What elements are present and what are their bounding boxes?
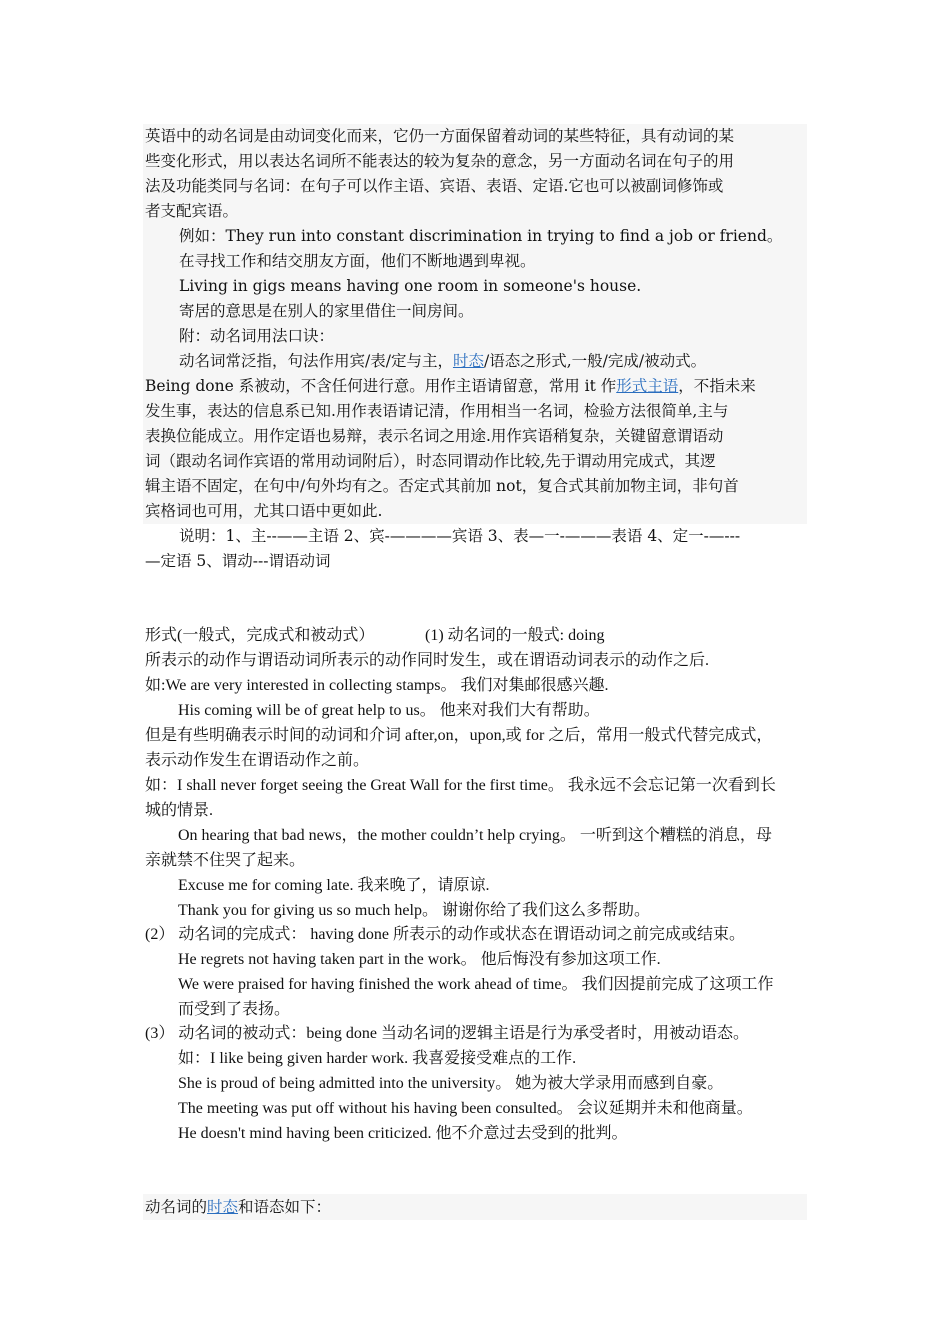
rhyme-line: 辑主语不固定，在句中/句外均有之。否定式其前加 not，复合式其前加物主词，非句首 — [145, 477, 739, 495]
forms-line: Excuse me for coming late. 我来晚了，请原谅. — [178, 877, 490, 894]
rhyme-text: Being done 系被动，不含任何进行意。用作主语请留意，常用 it 作 — [145, 377, 617, 395]
tense-text: 动名词的 — [145, 1198, 208, 1216]
forms-line: Thank you for giving us so much help。 谢谢你给了我们这么多帮助。 — [178, 902, 650, 919]
tense-link[interactable]: 时态 — [452, 352, 484, 370]
intro-line: 些变化形式，用以表达名词所不能表达的较为复杂的意念，另一方面动名词在句子的用 — [145, 152, 735, 170]
forms-line: On hearing that bad news，the mother couldn’t help crying。 一听到这个糟糕的消息，母 — [178, 827, 772, 844]
forms-line: The meeting was put off without his having been consulted。 会议延期并未和他商量。 — [178, 1100, 753, 1117]
example-translation: 在寻找工作和结交朋友方面，他们不断地遇到卑视。 — [179, 252, 536, 270]
forms-heading: 形式(一般式，完成式和被动式） — [145, 627, 375, 644]
rhyme-line: 词（跟动名词作宾语的常用动词附后），时态同谓动作比较,先于谓动用完成式，其逻 — [145, 452, 716, 470]
passive-form-heading: (3） 动名词的被动式：being done 当动名词的逻辑主语是行为承受者时，用被动语态。 — [145, 1025, 749, 1042]
rhyme-line — [179, 349, 706, 374]
example-sentence: 例如：They run into constant discrimination in trying to find a job or friend。 — [179, 227, 783, 245]
formal-subject-link[interactable]: 形式主语 — [616, 377, 679, 395]
rhyme-line — [145, 374, 756, 399]
forms-line: 而受到了表扬。 — [178, 1001, 291, 1018]
rhyme-line: 发生事，表达的信息系已知.用作表语请记清，作用相当一名词，检验方法很简单,主与 — [145, 402, 729, 420]
notes-line: 说明：1、主--——主语 2、宾-————宾语 3、表—一-———表语 4、定一-—--- — [179, 527, 741, 545]
rhyme-text: ，不指未来 — [678, 377, 756, 395]
forms-line: We were praised for having finished the work ahead of time。 我们因提前完成了这项工作 — [178, 976, 774, 993]
forms-line: 如：I like being given harder work. 我喜爱接受难点的工作. — [178, 1050, 577, 1067]
forms-line: She is proud of being admitted into the university。 她为被大学录用而感到自豪。 — [178, 1075, 724, 1092]
tense-voice-line — [145, 1195, 331, 1220]
forms-line: He regrets not having taken part in the work。 他后悔没有参加这项工作. — [178, 951, 661, 968]
forms-heading-general: (1) 动名词的一般式: doing — [425, 627, 605, 644]
example-translation: 寄居的意思是在别人的家里借住一间房间。 — [179, 302, 474, 320]
forms-line: 表示动作发生在谓语动作之前。 — [145, 752, 370, 769]
rhyme-text: 动名词常泛指，句法作用宾/表/定与主， — [179, 352, 453, 370]
forms-line: 如:We are very interested in collecting stamps。 我们对集邮很感兴趣. — [145, 677, 609, 694]
intro-line: 英语中的动名词是由动词变化而来，它仍一方面保留着动词的某些特征，具有动词的某 — [145, 127, 735, 145]
intro-line: 者支配宾语。 — [145, 202, 239, 220]
forms-line: 但是有些明确表示时间的动词和介词 after,on，upon,或 for 之后，常用一般式代替完成式， — [145, 727, 773, 744]
forms-line: His coming will be of great help to us。 他来对我们大有帮助。 — [178, 702, 600, 719]
rhyme-line: 宾格词也可用，尤其口语中更如此. — [145, 502, 383, 520]
forms-line: 城的情景. — [145, 802, 214, 819]
tense-text: 和语态如下： — [238, 1198, 332, 1216]
intro-line: 法及功能类同与名词：在句子可以作主语、宾语、表语、定语.它也可以被副词修饰或 — [145, 177, 724, 195]
rhyme-line: 表换位能成立。用作定语也易辩，表示名词之用途.用作宾语稍复杂，关键留意谓语动 — [145, 427, 724, 445]
example-sentence: Living in gigs means having one room in someone's house. — [179, 277, 642, 295]
rhyme-text: /语态之形式,一般/完成/被动式。 — [483, 352, 707, 370]
forms-line: 如：I shall never forget seeing the Great Wall for the first time。 我永远不会忘记第一次看到长 — [145, 777, 776, 794]
forms-line: 所表示的动作与谓语动词所表示的动作同时发生，或在谓语动词表示的动作之后. — [145, 652, 710, 669]
tense-link[interactable]: 时态 — [207, 1198, 239, 1216]
notes-line: —定语 5、谓动---谓语动词 — [145, 552, 331, 570]
forms-line: He doesn't mind having been criticized. 他不介意过去受到的批判。 — [178, 1125, 628, 1142]
perfect-form-heading: (2） 动名词的完成式： having done 所表示的动作或状态在谓语动词之前完成或结束。 — [145, 926, 745, 943]
forms-line: 亲就禁不住哭了起来。 — [145, 852, 306, 869]
appendix-heading: 附：动名词用法口诀： — [179, 327, 335, 345]
